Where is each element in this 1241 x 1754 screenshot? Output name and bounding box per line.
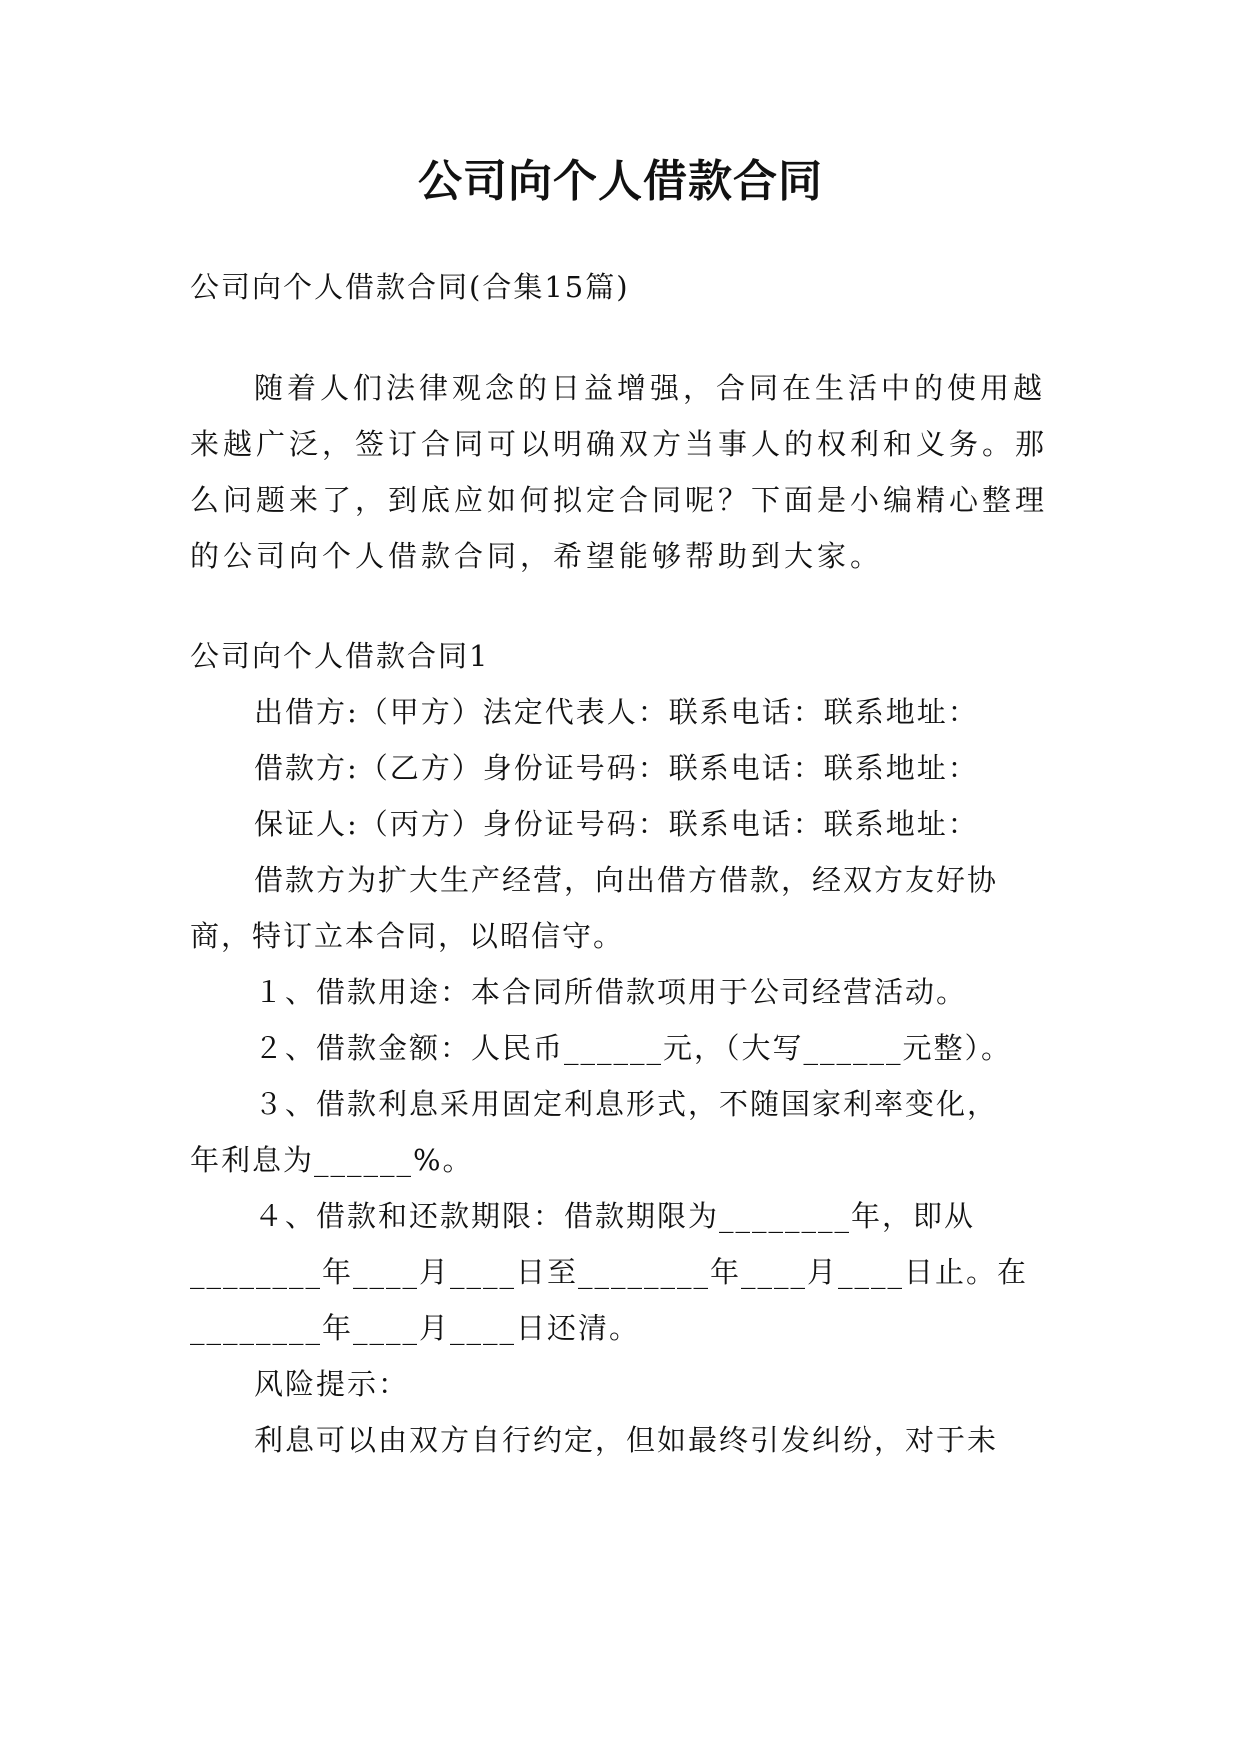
intro-line-1: 随着人们法律观念的日益增强，合同在生活中的使用越 bbox=[254, 371, 1047, 405]
intro-line-4: 的公司向个人借款合同，希望能够帮助到大家。 bbox=[190, 539, 884, 573]
clause-4-line-1: ４、借款和还款期限：借款期限为________年，即从 bbox=[254, 1199, 976, 1233]
clause-3-line-2: 年利息为______%。 bbox=[190, 1143, 474, 1177]
purpose-line-2: 商，特订立本合同，以昭信守。 bbox=[190, 919, 625, 953]
section-heading: 公司向个人借款合同1 bbox=[190, 639, 490, 673]
clause-1: １、借款用途：本合同所借款项用于公司经营活动。 bbox=[254, 975, 968, 1009]
intro-line-2: 来越广泛，签订合同可以明确双方当事人的权利和义务。那 bbox=[190, 427, 1049, 461]
party-lender: 出借方:（甲方）法定代表人：联系电话：联系地址： bbox=[254, 695, 979, 729]
intro-line-3: 么问题来了，到底应如何拟定合同呢？下面是小编精心整理 bbox=[190, 483, 1049, 517]
risk-heading: 风险提示： bbox=[254, 1367, 410, 1401]
party-guarantor: 保证人:（丙方）身份证号码：联系电话：联系地址： bbox=[254, 807, 979, 841]
clause-2: ２、借款金额：人民币______元，（大写______元整）。 bbox=[254, 1031, 1013, 1065]
party-borrower: 借款方:（乙方）身份证号码：联系电话：联系地址： bbox=[254, 751, 979, 785]
clause-3-line-1: ３、借款利息采用固定利息形式，不随国家利率变化， bbox=[254, 1087, 999, 1121]
document-subtitle: 公司向个人借款合同(合集15篇) bbox=[190, 270, 630, 304]
document-title: 公司向个人借款合同 bbox=[418, 156, 823, 207]
purpose-line-1: 借款方为扩大生产经营，向出借方借款，经双方友好协 bbox=[254, 863, 999, 897]
clause-4-line-2: ________年____月____日至________年____月____日止。在 bbox=[190, 1255, 1029, 1289]
risk-line: 利息可以由双方自行约定，但如最终引发纠纷，对于未 bbox=[254, 1423, 999, 1457]
clause-4-line-3: ________年____月____日还清。 bbox=[190, 1311, 641, 1345]
